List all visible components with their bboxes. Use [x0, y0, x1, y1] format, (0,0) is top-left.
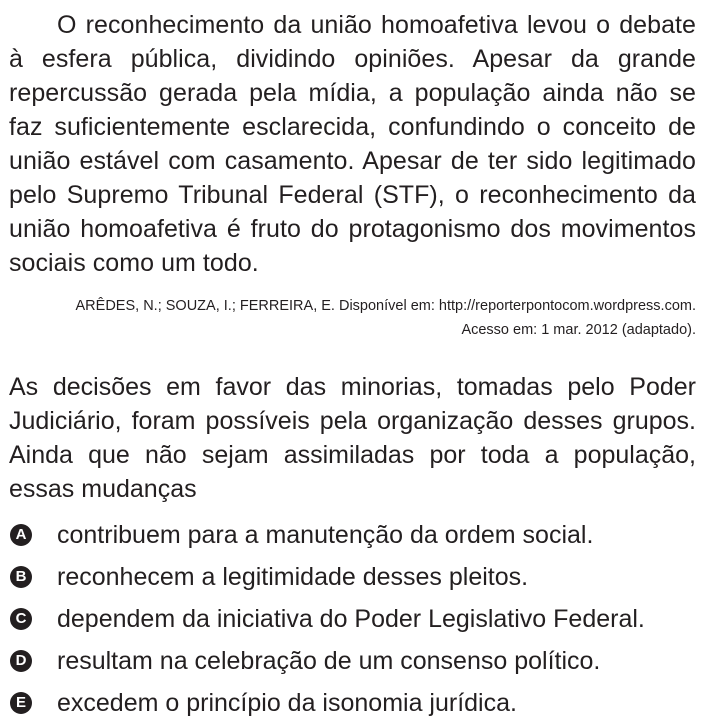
option-a-letter-badge: A [10, 524, 32, 546]
option-e[interactable] [9, 682, 696, 724]
answer-options [9, 514, 696, 724]
option-b-text: reconhecem a legitimidade desses pleitos. [57, 562, 529, 591]
option-b[interactable] [9, 556, 696, 598]
option-c-letter-badge: C [10, 608, 32, 630]
citation-line-2: Acesso em: 1 mar. 2012 (adaptado). [461, 322, 696, 338]
source-passage: O reconhecimento da união homoafetiva levou o debate à esfera pública, dividindo opiniões. Apesar da grande repercussão gerada pela mídia, a população ainda não se faz suficientemente esclarecida, confundindo o conceito de união estável com casamento. Apesar de ter sido legitimado pelo Supremo Tribunal Federal (STF), o reconhecimento da união homoafetiva é fruto do protagonismo dos movimentos sociais como um todo. [9, 11, 696, 277]
option-d[interactable] [9, 640, 696, 682]
option-e-text: excedem o princípio da isonomia jurídica. [57, 688, 517, 717]
option-a-text: contribuem para a manutenção da ordem social. [57, 520, 594, 549]
question-stem: As decisões em favor das minorias, tomadas pelo Poder Judiciário, foram possíveis pela organização desses grupos. Ainda que não sejam assimiladas por toda a população, essas mudanças [9, 373, 696, 503]
option-b-letter-badge: B [10, 566, 32, 588]
option-c-text: dependem da iniciativa do Poder Legislativo Federal. [57, 604, 645, 633]
option-a[interactable] [9, 514, 696, 556]
option-d-text: resultam na celebração de um consenso político. [57, 646, 601, 675]
option-d-letter-badge: D [10, 650, 32, 672]
option-c[interactable] [9, 598, 696, 640]
option-e-letter-badge: E [10, 692, 32, 714]
citation [9, 294, 696, 342]
citation-line-1: ARÊDES, N.; SOUZA, I.; FERREIRA, E. Disponível em: http://reporterpontocom.wordpress.com. [75, 298, 696, 314]
